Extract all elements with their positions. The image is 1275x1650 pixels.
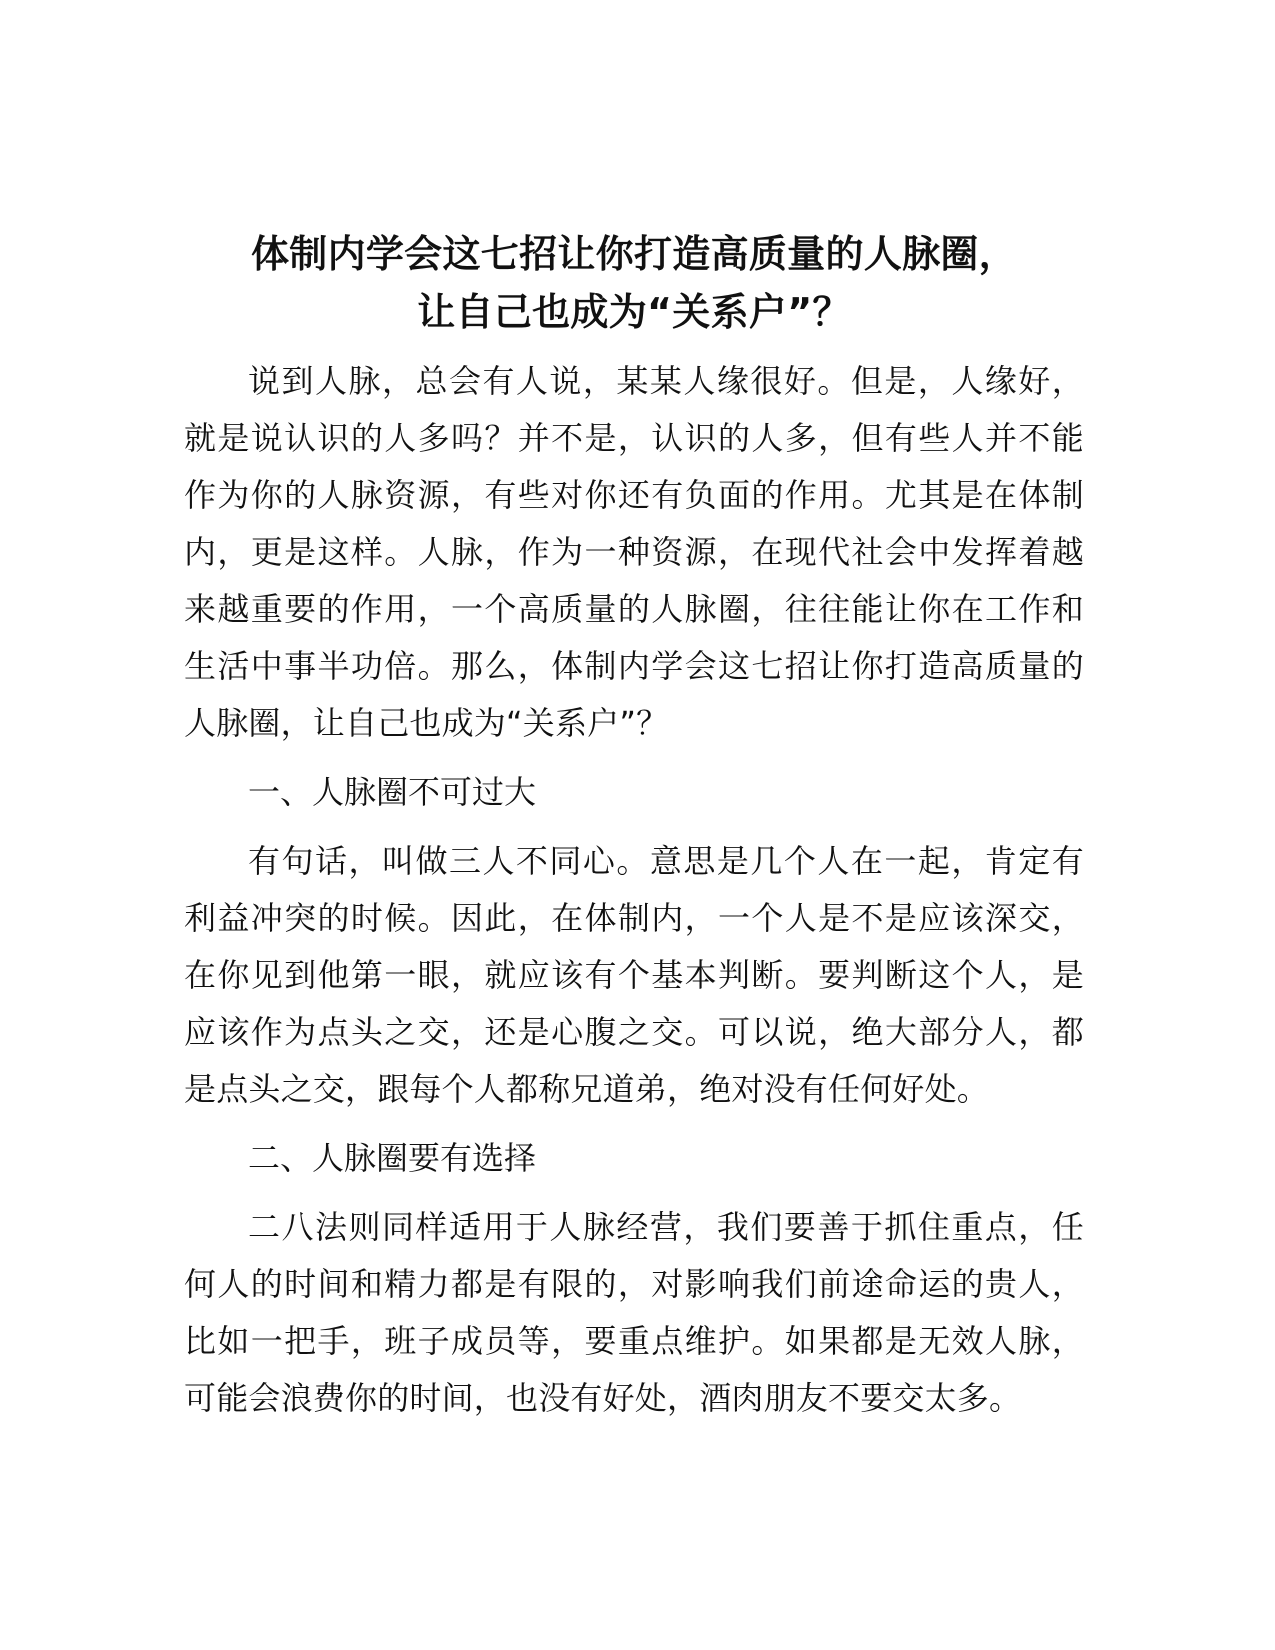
document-content [184, 225, 1084, 1427]
section-1-paragraph: 有句话，叫做三人不同心。意思是几个人在一起，肯定有利益冲突的时候。因此，在体制内，一个人是不是应该深交，在你见到他第一眼，就应该有个基本判断。要判断这个人，是应该作为点头之交，还是心腹之交。可以说，绝大部分人，都是点头之交，跟每个人都称兄道弟，绝对没有任何好处。 [184, 842, 1084, 1108]
document-title [184, 225, 1084, 341]
section-2-heading: 二、人脉圈要有选择 [248, 1139, 537, 1177]
title-line-1: 体制内学会这七招让你打造高质量的人脉圈， [250, 232, 1017, 276]
title-line-2: 让自己也成为“关系户”？ [417, 290, 851, 334]
intro-paragraph: 说到人脉，总会有人说，某某人缘很好。但是，人缘好，就是说认识的人多吗？并不是，认识的人多，但有些人并不能作为你的人脉资源，有些对你还有负面的作用。尤其是在体制内，更是这样。人脉，作为一种资源，在现代社会中发挥着越来越重要的作用，一个高质量的人脉圈，往往能让你在工作和生活中事半功倍。那么，体制内学会这七招让你打造高质量的人脉圈，让自己也成为“关系户”？ [184, 362, 1084, 742]
section-2-paragraph: 二八法则同样适用于人脉经营，我们要善于抓住重点，任何人的时间和精力都是有限的，对影响我们前途命运的贵人，比如一把手，班子成员等，要重点维护。如果都是无效人脉，可能会浪费你的时间，也没有好处，酒肉朋友不要交太多。 [184, 1208, 1084, 1417]
section-1-heading: 一、人脉圈不可过大 [248, 773, 537, 811]
